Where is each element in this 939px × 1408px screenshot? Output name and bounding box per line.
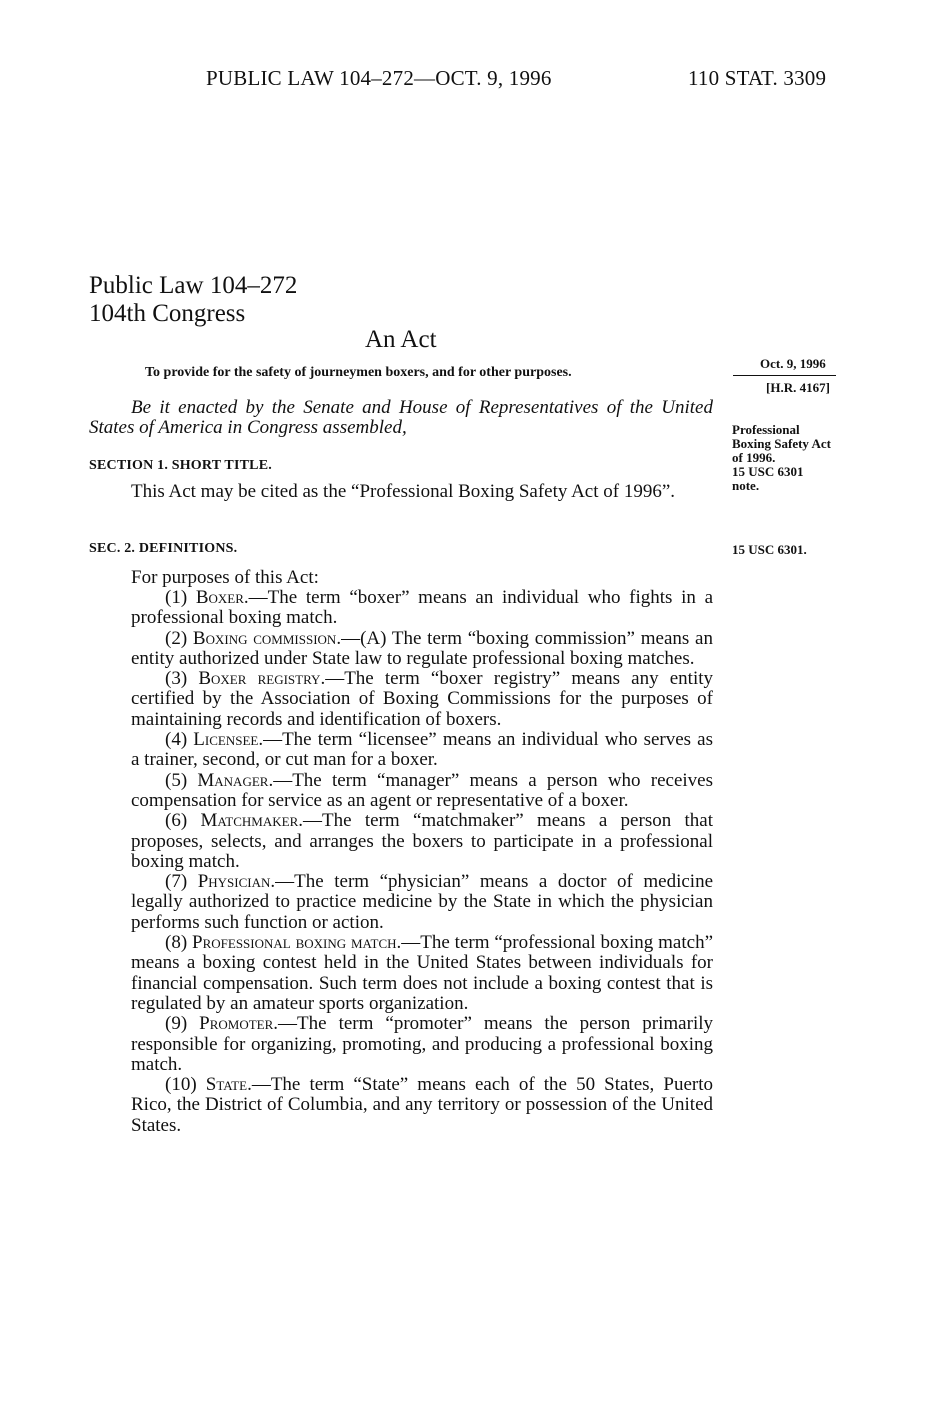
running-header-right: 110 STAT. 3309 <box>688 66 827 90</box>
act-purpose: To provide for the safety of journeymen boxers, and for other purposes. <box>145 365 572 380</box>
definition-term: Physician <box>197 871 271 893</box>
definition-item <box>131 933 713 1014</box>
margin-short-title: Professional Boxing Safety Act of 1996. <box>732 422 831 465</box>
definition-item <box>131 730 713 771</box>
section-2-heading: SEC. 2. DEFINITIONS. <box>89 541 238 556</box>
law-title-block <box>89 272 297 328</box>
definition-item <box>131 811 713 872</box>
definition-text: .—The term “professional boxing match” means a boxing contest held in the United States between individuals for financial compensation. Such term does not include a boxing contest that is regulated by an amateur sports organization. <box>131 932 714 1014</box>
definition-text: .—The term “manager” means a person who receives compensation for service as an agent or representative of a boxer. <box>131 769 713 811</box>
definition-item <box>131 669 713 730</box>
definition-item <box>131 1014 713 1075</box>
section-1-text: This Act may be cited as the “Professional Boxing Safety Act of 1996”. <box>131 481 676 502</box>
definition-item <box>131 1075 713 1136</box>
definition-text: .—The term “matchmaker” means a person that proposes, selects, and arranges the boxers to participate in a professional boxing match. <box>131 810 713 872</box>
public-law-number: Public Law 104–272 <box>89 272 298 299</box>
act-heading: An Act <box>365 326 437 353</box>
definitions-list <box>131 588 713 1136</box>
margin-bill-number: [H.R. 4167] <box>766 380 830 395</box>
definition-term: Professional boxing match <box>192 932 397 954</box>
definition-term: State <box>205 1074 248 1096</box>
definition-term: Boxer <box>195 587 244 608</box>
running-header-left: PUBLIC LAW 104–272—OCT. 9, 1996 <box>206 66 552 90</box>
definition-number: (10) <box>165 1074 197 1096</box>
definition-number: (7) <box>165 871 188 893</box>
definition-term: Licensee <box>193 729 259 751</box>
enacting-clause: Be it enacted by the Senate and House of Representatives of the United States of America in Congress assembled, <box>89 397 713 438</box>
definition-text: .—The term “promoter” means the person primarily responsible for organizing, promoting, and producing a professional boxing match. <box>131 1013 713 1075</box>
definition-term: Matchmaker <box>200 810 299 832</box>
definition-item <box>131 872 713 933</box>
definition-text: .—The term “State” means each of the 50 States, Puerto Rico, the District of Columbia, and any territory or possession of the United States. <box>131 1074 714 1136</box>
definition-text: .—The term “licensee” means an individual who serves as a trainer, second, or cut man for a boxer. <box>131 729 713 771</box>
definition-number: (2) <box>165 627 188 649</box>
definitions-intro: For purposes of this Act: <box>131 567 319 588</box>
definition-term: Boxing commission <box>192 627 337 649</box>
definition-number: (3) <box>165 668 188 690</box>
margin-divider <box>733 375 836 376</box>
definition-number: (4) <box>165 729 188 751</box>
margin-date: Oct. 9, 1996 <box>760 356 826 371</box>
definition-number: (1) <box>165 587 188 608</box>
definition-term: Promoter <box>199 1013 274 1035</box>
margin-short-title-note <box>732 423 832 493</box>
definition-text: .—The term “boxer registry” means any entity certified by the Association of Boxing Commissions for the purposes of maintaining records and identification of boxers. <box>131 668 714 730</box>
definition-number: (6) <box>165 810 188 832</box>
definition-text: .—(A) The term “boxing commission” means an entity authorized under State law to regulate professional boxing matches. <box>131 627 713 669</box>
definition-number: (5) <box>165 769 188 791</box>
definition-item <box>131 771 713 812</box>
definition-text: .—The term “physician” means a doctor of medicine legally authorized to practice medicine by the State in which the physician performs such function or action. <box>131 871 714 933</box>
definition-term: Manager <box>197 769 269 791</box>
definition-number: (8) <box>165 932 188 954</box>
definition-number: (9) <box>165 1013 188 1035</box>
margin-usc-note: 15 USC 6301 note. <box>732 464 804 493</box>
definition-item <box>131 629 713 670</box>
definition-text: .—The term “boxer” means an individual who fights in a professional boxing match. <box>131 587 714 629</box>
definition-term: Boxer registry <box>198 668 321 690</box>
margin-usc-section: 15 USC 6301. <box>732 542 807 557</box>
definition-item <box>131 588 713 629</box>
section-1-heading: SECTION 1. SHORT TITLE. <box>89 458 272 473</box>
congress-label: 104th Congress <box>89 300 246 327</box>
